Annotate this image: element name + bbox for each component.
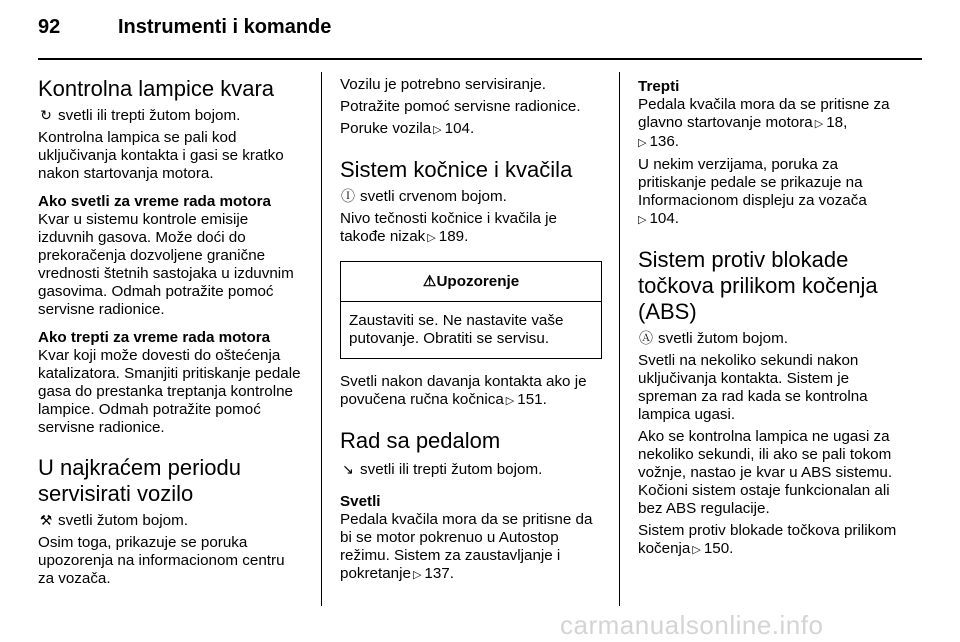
page-ref-arrow-icon: ▷: [692, 544, 701, 556]
section-title-abs: Sistem protiv blokade točkova prilikom kočenja (ABS): [638, 247, 878, 324]
paragraph: Vozilu je potrebno servisiranje.: [340, 76, 546, 93]
paragraph: Ⓘ svetli crvenom bojom.: [341, 188, 507, 205]
page-title: Instrumenti i komande: [118, 16, 332, 38]
paragraph: Kontrolna lampica se pali kod uključivanja kontakta i gasi se kratko nakon startovanja motora.: [38, 129, 284, 182]
paragraph: Nivo tečnosti kočnice i kvačila je takođe nizak ▷ 189.: [340, 210, 557, 245]
paragraph: Svetli nakon davanja kontakta ako je povučena ručna kočnica ▷ 151.: [340, 373, 587, 408]
section-title-malfunction-lamp: Kontrolna lampice kvara: [38, 76, 275, 101]
column-1: [38, 64, 304, 588]
section-title-brake-clutch: Sistem kočnice i kvačila: [340, 157, 573, 182]
column-divider-2: [619, 72, 620, 606]
page-ref-arrow-icon: ▷: [427, 232, 436, 244]
warning-triangle-icon: ⚠: [422, 273, 437, 290]
column-3: [638, 64, 904, 559]
page-ref-arrow-icon: ▷: [638, 137, 647, 149]
warning-box: [340, 261, 602, 359]
paragraph: Ⓐ svetli žutom bojom.: [639, 330, 788, 347]
section-title-pedal: Rad sa pedalom: [340, 428, 501, 453]
paragraph: U nekim verzijama, poruka za pritiskanje pedale se prikazuje na Informacionom displeju za vozača ▷ 104.: [638, 156, 867, 227]
engine-check-icon: ↻: [40, 107, 52, 123]
paragraph: Svetli na nekoliko sekundi nakon uključivanja kontakta. Sistem je spreman za rad kada se kontrolna lampica ugasi.: [638, 352, 868, 423]
paragraph: ↻ svetli ili trepti žutom bojom.: [38, 106, 304, 125]
paragraph: Sistem protiv blokade točkova prilikom kočenja ▷ 150.: [638, 522, 897, 557]
column-2: [340, 64, 602, 584]
page-ref-arrow-icon: ▷: [433, 124, 442, 136]
paragraph: ⚒ svetli žutom bojom.: [39, 512, 188, 529]
paragraph: Ako se kontrolna lampica ne ugasi za nekoliko sekundi, ili ako se pali tokom vožnje, nastao je kvar u ABS sistemu. Kočioni sistem ostaje funkcionalan ali bez ABS regulacije.: [638, 428, 893, 517]
subsection-title: Ako trepti za vreme rada motora: [38, 329, 271, 346]
paragraph: Pedala kvačila mora da se pritisne za glavno startovanje motora ▷ 18, ▷ 136.: [638, 96, 890, 150]
page-ref-arrow-icon: ▷: [814, 118, 824, 130]
subsection-title: Svetli: [340, 493, 381, 510]
watermark: carmanualsonline.info: [560, 610, 824, 640]
paragraph: Pedala kvačila mora da se pritisne da bi se motor pokrenuo u Autostop režimu. Sistem za zaustavljanje i pokretanje ▷ 137.: [340, 511, 593, 582]
paragraph: Potražite pomoć servisne radionice.: [340, 98, 581, 115]
subsection-title: Trepti: [638, 78, 680, 95]
wrench-car-icon: ⚒: [39, 512, 53, 528]
warning-header: ⚠Upozorenje: [341, 262, 601, 302]
brake-warning-icon: Ⓘ: [341, 188, 355, 204]
page-ref-arrow-icon: ▷: [412, 569, 422, 581]
page-ref-arrow-icon: ▷: [638, 214, 647, 226]
paragraph: Kvar u sistemu kontrole emisije izduvnih gasova. Može doći do prekoračenja dozvoljene granične vrednosti štetnih sastojaka u izduvnim gasovima. Odmah potražite pomoć servisne radionice.: [38, 211, 294, 318]
abs-icon: Ⓐ: [639, 330, 653, 346]
section-title-service: U najkraćem periodu servisirati vozilo: [38, 455, 241, 506]
paragraph: Poruke vozila ▷ 104.: [340, 120, 475, 137]
paragraph: ↘ svetli ili trepti žutom bojom.: [340, 460, 602, 479]
page-ref-arrow-icon: ▷: [505, 395, 515, 407]
paragraph: Kvar koji može dovesti do oštećenja katalizatora. Smanjiti pritiskanje pedale gasa do prestanka treptanja kontrolne lampice. Odmah potražite pomoć servisne radionice.: [38, 347, 301, 436]
subsection-title: Ako svetli za vreme rada motora: [38, 193, 271, 210]
page-header: [38, 16, 922, 46]
column-divider-1: [321, 72, 322, 606]
warning-body: Zaustaviti se. Ne nastavite vaše putovanje. Obratiti se servisu.: [349, 312, 564, 347]
header-rule: [38, 58, 922, 60]
paragraph: Osim toga, prikazuje se poruka upozorenja na informacionom centru za vozača.: [38, 534, 285, 587]
clutch-pedal-icon: ↘: [342, 461, 354, 477]
page-number: 92: [38, 16, 61, 38]
